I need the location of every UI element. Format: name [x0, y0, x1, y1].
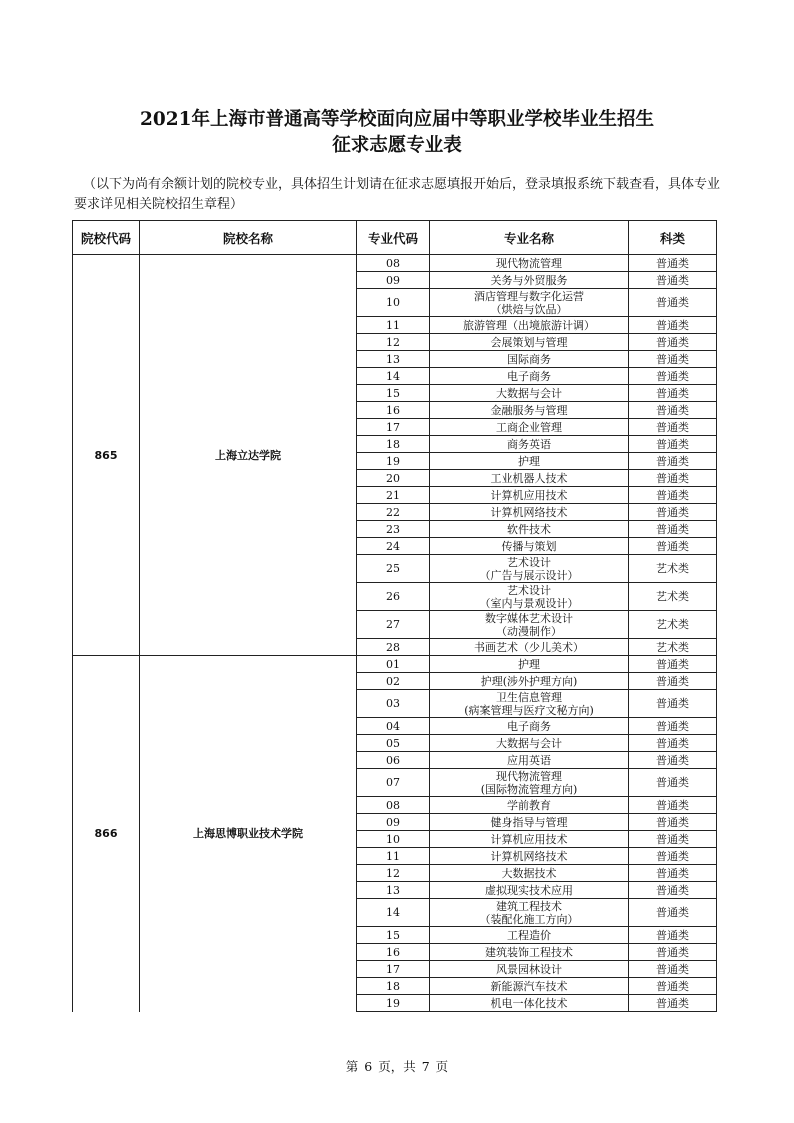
- major-name-cell: 护理: [430, 656, 629, 673]
- major-code-cell: 21: [357, 487, 430, 504]
- major-code-cell: 25: [357, 555, 430, 583]
- category-cell: 普通类: [629, 538, 717, 555]
- school-name-cell: 上海思博职业技术学院: [140, 656, 357, 1012]
- major-code-cell: 11: [357, 317, 430, 334]
- category-cell: 艺术类: [629, 583, 717, 611]
- footer-suffix: 页: [435, 1059, 449, 1074]
- major-name-cell: 软件技术: [430, 521, 629, 538]
- category-cell: 普通类: [629, 690, 717, 718]
- major-code-cell: 19: [357, 995, 430, 1012]
- major-code-cell: 15: [357, 927, 430, 944]
- header-category: 科类: [629, 221, 717, 255]
- category-cell: 普通类: [629, 769, 717, 797]
- category-cell: 普通类: [629, 255, 717, 272]
- category-cell: 普通类: [629, 487, 717, 504]
- major-name-cell: 建筑工程技术 （装配化施工方向）: [430, 899, 629, 927]
- category-cell: 艺术类: [629, 555, 717, 583]
- category-cell: 艺术类: [629, 639, 717, 656]
- major-code-cell: 11: [357, 848, 430, 865]
- major-name-cell: 计算机应用技术: [430, 487, 629, 504]
- major-name-cell: 艺术设计 （室内与景观设计）: [430, 583, 629, 611]
- category-cell: 普通类: [629, 848, 717, 865]
- footer-mid: 页，共: [378, 1059, 416, 1074]
- major-code-cell: 07: [357, 769, 430, 797]
- footer-current-page: 6: [364, 1059, 373, 1074]
- major-code-cell: 27: [357, 611, 430, 639]
- major-name-cell: 工程造价: [430, 927, 629, 944]
- category-cell: 普通类: [629, 385, 717, 402]
- page-title-line2: 征求志愿专业表: [332, 135, 462, 156]
- major-code-cell: 08: [357, 255, 430, 272]
- major-code-cell: 02: [357, 673, 430, 690]
- category-cell: 普通类: [629, 521, 717, 538]
- header-major-name: 专业名称: [430, 221, 629, 255]
- major-code-cell: 19: [357, 453, 430, 470]
- category-cell: 普通类: [629, 961, 717, 978]
- major-name-cell: 新能源汽车技术: [430, 978, 629, 995]
- category-cell: 普通类: [629, 673, 717, 690]
- major-name-cell: 酒店管理与数字化运营 （烘焙与饮品）: [430, 289, 629, 317]
- major-name-cell: 卫生信息管理 (病案管理与医疗文秘方向): [430, 690, 629, 718]
- major-name-cell: 会展策划与管理: [430, 334, 629, 351]
- major-code-cell: 18: [357, 436, 430, 453]
- major-code-cell: 13: [357, 351, 430, 368]
- category-cell: 普通类: [629, 402, 717, 419]
- category-cell: 普通类: [629, 470, 717, 487]
- major-name-cell: 艺术设计 （广告与展示设计）: [430, 555, 629, 583]
- major-name-cell: 关务与外贸服务: [430, 272, 629, 289]
- category-cell: 普通类: [629, 718, 717, 735]
- page-title-line1: 2021年上海市普通高等学校面向应届中等职业学校毕业生招生: [140, 109, 654, 130]
- major-name-cell: 现代物流管理 (国际物流管理方向): [430, 769, 629, 797]
- category-cell: 普通类: [629, 453, 717, 470]
- major-name-cell: 计算机网络技术: [430, 504, 629, 521]
- major-name-cell: 健身指导与管理: [430, 814, 629, 831]
- table-header-row: [73, 221, 717, 255]
- category-cell: 普通类: [629, 978, 717, 995]
- category-cell: 普通类: [629, 995, 717, 1012]
- major-code-cell: 12: [357, 865, 430, 882]
- category-cell: 普通类: [629, 351, 717, 368]
- category-cell: 普通类: [629, 814, 717, 831]
- major-code-cell: 12: [357, 334, 430, 351]
- header-school-name: 院校名称: [140, 221, 357, 255]
- major-code-cell: 18: [357, 978, 430, 995]
- major-name-cell: 机电一体化技术: [430, 995, 629, 1012]
- major-name-cell: 工商企业管理: [430, 419, 629, 436]
- major-code-cell: 26: [357, 583, 430, 611]
- category-cell: 普通类: [629, 797, 717, 814]
- category-cell: 普通类: [629, 882, 717, 899]
- table-body: [73, 255, 717, 1012]
- header-school-code: 院校代码: [73, 221, 140, 255]
- category-cell: 普通类: [629, 944, 717, 961]
- major-code-cell: 10: [357, 831, 430, 848]
- major-name-cell: 旅游管理（出境旅游计调）: [430, 317, 629, 334]
- category-cell: 普通类: [629, 927, 717, 944]
- major-name-cell: 传播与策划: [430, 538, 629, 555]
- school-name-cell: 上海立达学院: [140, 255, 357, 656]
- category-cell: 普通类: [629, 317, 717, 334]
- major-code-cell: 06: [357, 752, 430, 769]
- major-name-cell: 金融服务与管理: [430, 402, 629, 419]
- major-code-cell: 15: [357, 385, 430, 402]
- category-cell: 普通类: [629, 865, 717, 882]
- category-cell: 普通类: [629, 504, 717, 521]
- major-code-cell: 04: [357, 718, 430, 735]
- major-name-cell: 国际商务: [430, 351, 629, 368]
- major-name-cell: 电子商务: [430, 368, 629, 385]
- category-cell: 普通类: [629, 831, 717, 848]
- major-code-cell: 10: [357, 289, 430, 317]
- major-name-cell: 虚拟现实技术应用: [430, 882, 629, 899]
- major-name-cell: 数字媒体艺术设计 （动漫制作）: [430, 611, 629, 639]
- category-cell: 普通类: [629, 656, 717, 673]
- intro-note: （以下为尚有余额计划的院校专业，具体招生计划请在征求志愿填报开始后，登录填报系统下载查看，具体专业要求详见相关院校招生章程）: [74, 177, 721, 212]
- major-code-cell: 08: [357, 797, 430, 814]
- category-cell: 普通类: [629, 436, 717, 453]
- footer-total-pages: 7: [421, 1059, 430, 1074]
- major-name-cell: 电子商务: [430, 718, 629, 735]
- major-code-cell: 13: [357, 882, 430, 899]
- category-cell: 普通类: [629, 368, 717, 385]
- major-name-cell: 计算机网络技术: [430, 848, 629, 865]
- major-code-cell: 16: [357, 944, 430, 961]
- major-name-cell: 商务英语: [430, 436, 629, 453]
- major-name-cell: 大数据与会计: [430, 735, 629, 752]
- major-name-cell: 学前教育: [430, 797, 629, 814]
- major-code-cell: 09: [357, 272, 430, 289]
- category-cell: 普通类: [629, 735, 717, 752]
- majors-table: [72, 220, 717, 1012]
- category-cell: 普通类: [629, 334, 717, 351]
- major-code-cell: 14: [357, 899, 430, 927]
- major-code-cell: 14: [357, 368, 430, 385]
- header-major-code: 专业代码: [357, 221, 430, 255]
- major-code-cell: 01: [357, 656, 430, 673]
- category-cell: 普通类: [629, 272, 717, 289]
- page-footer: [0, 1057, 794, 1075]
- category-cell: 普通类: [629, 289, 717, 317]
- major-code-cell: 05: [357, 735, 430, 752]
- major-name-cell: 护理(涉外护理方向): [430, 673, 629, 690]
- major-code-cell: 22: [357, 504, 430, 521]
- major-code-cell: 17: [357, 419, 430, 436]
- major-code-cell: 16: [357, 402, 430, 419]
- major-code-cell: 20: [357, 470, 430, 487]
- major-name-cell: 风景园林设计: [430, 961, 629, 978]
- school-code-cell: 865: [73, 255, 140, 656]
- major-code-cell: 03: [357, 690, 430, 718]
- major-name-cell: 大数据技术: [430, 865, 629, 882]
- major-name-cell: 计算机应用技术: [430, 831, 629, 848]
- major-code-cell: 28: [357, 639, 430, 656]
- major-name-cell: 护理: [430, 453, 629, 470]
- category-cell: 普通类: [629, 752, 717, 769]
- major-name-cell: 书画艺术（少儿美术）: [430, 639, 629, 656]
- major-name-cell: 现代物流管理: [430, 255, 629, 272]
- category-cell: 普通类: [629, 419, 717, 436]
- school-code-cell: 866: [73, 656, 140, 1012]
- major-code-cell: 24: [357, 538, 430, 555]
- major-name-cell: 大数据与会计: [430, 385, 629, 402]
- major-code-cell: 09: [357, 814, 430, 831]
- category-cell: 艺术类: [629, 611, 717, 639]
- major-name-cell: 工业机器人技术: [430, 470, 629, 487]
- category-cell: 普通类: [629, 899, 717, 927]
- table-row: [73, 656, 717, 673]
- major-name-cell: 应用英语: [430, 752, 629, 769]
- major-code-cell: 23: [357, 521, 430, 538]
- major-name-cell: 建筑装饰工程技术: [430, 944, 629, 961]
- major-code-cell: 17: [357, 961, 430, 978]
- table-row: [73, 255, 717, 272]
- footer-prefix: 第: [345, 1059, 359, 1074]
